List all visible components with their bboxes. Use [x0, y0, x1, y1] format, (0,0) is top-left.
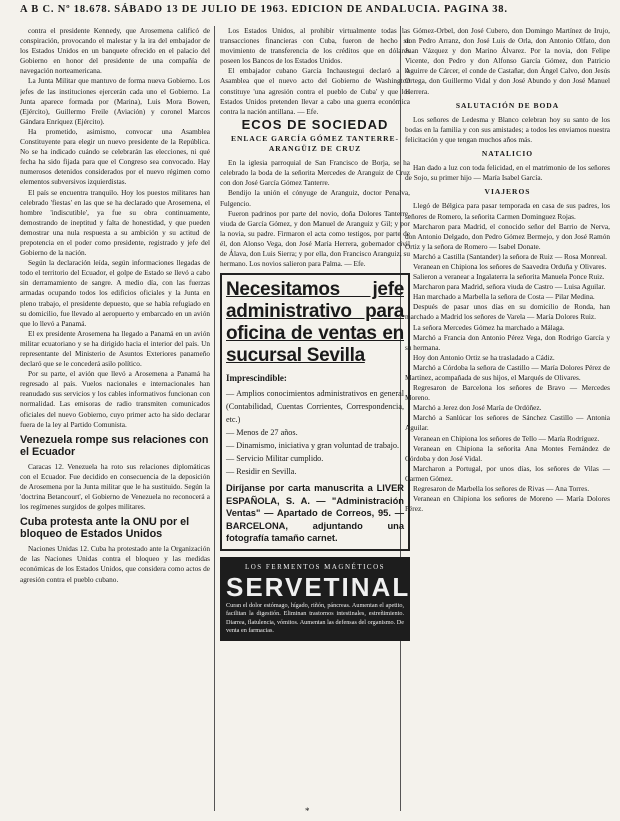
article-paragraph: Naciones Unidas 12. Cuba ha protestado ante la Organización de las Naciones Unidas contra el bloqueo y las medidas económicas de los Estados Unidos, que considera como actos de agresión contra el pueblo cubano.	[20, 544, 210, 584]
article-paragraph: Gómez-Orbel, don José Cubero, don Domingo Martínez de Irujo, don Pedro Arranz, don José Luis de Orla, don Antonio Olfato, don Juan Vázquez y don Marino Álvarez. Por la novia, don Felipe Vicente, don Pedro y don Alfonso García Gómez, don Patricio Aguirre de Cárcer, el conde de Castañar, don Ángel Calvo, don Jesús Ortega, don Guillermo Vidal y don José Abundo y don José Manuel Herrera.	[405, 26, 610, 96]
column-rule	[214, 26, 215, 811]
article-paragraph: La Junta Militar que mantuvo de forma nueva Gobierno. Los jefes de las instituciones ejercerán cada uno el Gobierno. La Junta aparece formada por (Marina), Luis Mora Bowen, (Ejército), Guillermo Freile (Aviación) y coronel Marcos Gándara Enríquez (Ejército).	[20, 76, 210, 126]
article-paragraph: En la iglesia parroquial de San Francisco de Borja, se ha celebrado la boda de la señorita Mercedes de Aranguiz de Cruz con don José García Gómez Tanterre.	[220, 158, 410, 188]
article-paragraph: El país se encuentra tranquilo. Hoy los puestos militares han celebrado 'fiestas' en las que se ha declarado que Arosemena, el hombre 'indiscutible', ya fue su obra continuamente, demostrando de ineptitud y falta de honestidad, y que pueden demostrar una nula respuesta a su ambición y su actitud de prepotencia en el poder como presidente, registrado y jefe del Gobierno de la nación.	[20, 187, 210, 258]
job-ad-item: — Menos de 27 años.	[226, 426, 404, 439]
article-paragraph: Los señores de Ledesma y Blanco celebran hoy su santo de los bodas en la familia y con sus amistades; a todos les enviamos nuestra felicitación y que tengan muchos años más.	[405, 114, 610, 144]
article-paragraph: Según la declaración leída, según informaciones llegadas de todo el territorio del Ecuador, el golpe de Estado se llevó a cabo sin derramamiento de sangre. A medio día, con las fuerzas armadas ocupando todos los edificios oficiales y la Junta en pleno trabajo, el presidente depuesto, que se había refugiado en su domicilio, fue llevado al aeropuerto y embarcado en un avión que lo llevó a Panamá.	[20, 258, 210, 328]
travel-note: Regresaron de Barcelona los señores de Bravo — Mercedes Moreno.	[405, 383, 610, 403]
ecos-subhead: ENLACE GARCÍA GÓMEZ TANTERRE-ARANGÜIZ DE CRUZ	[230, 133, 400, 154]
travel-note: Salieron a veranear a Ingalaterra la señorita Manuela Ponce Ruiz.	[413, 272, 605, 282]
ecos-de-sociedad-title: ECOS DE SOCIEDAD	[241, 116, 389, 132]
travel-note: Veranean en Chipiona los señores de Tello — María Rodríguez.	[413, 433, 600, 443]
travel-note: Hoy don Antonio Ortiz se ha trasladado a Cádiz.	[413, 352, 555, 362]
headline-cuba: Cuba protesta ante la ONU por el bloqueo de Estados Unidos	[20, 516, 190, 541]
travel-note: Veranean en Chipiona los señores de Moreno — María Dolores Pérez.	[405, 494, 610, 514]
servetinal-brand: SERVETINAL	[226, 571, 410, 602]
job-ad-requirements	[226, 387, 404, 478]
travel-note: Veranean en Chipiona la señorita Ana Montes Fernández de Córdoba y don José Vidal.	[405, 443, 610, 463]
article-paragraph: Los Estados Unidos, al prohibir virtualmente todas las transacciones financieras con Cuba, fueron de hecho su movimiento de transferencia de los créditos que en dólares poseen los Bancos de los Estados Unidos.	[220, 26, 410, 66]
article-paragraph: contra el presidente Kennedy, que Arosemena calificó de conspiración, provocando el malestar y la ira del embajador de los Estados Unidos en un banquete ofrecido en el palacio del Gobierno en honor del presidente de una compañía de navegación norteamericana.	[20, 26, 210, 76]
article-paragraph: Han dado a luz con toda felicidad, en el matrimonio de los señores de Sojo, su primer hijo — María Isabel García.	[405, 163, 610, 183]
headline-venezuela: Venezuela rompe sus relaciones con el Ecuador	[20, 433, 209, 458]
travel-note: Regresaron de Marbella los señores de Rivas — Ana Torres.	[413, 484, 590, 494]
article-paragraph: El embajador cubano García Inchaustegui declaró a la Asamblea que el nuevo acto del Gobierno de Washington constituye 'una agresión contra el pueblo de Cuba' y que los Estados Unidos pretenden llevar a cabo una guerra económica contra la nación antillana. — Efe.	[220, 66, 410, 116]
servetinal-body: Curan el dolor estómago, hígado, riñón, páncreas. Aumentan el apetito, facilitan la digestión. Eliminan trastornos intestinales, estreñimiento. Diarrea, flatulencia, vómitos. Aumentan las defensas del organismo. De venta en farmacias.	[226, 601, 404, 635]
column-1	[20, 26, 210, 816]
travel-note: Marchó a Castilla (Santander) la señora de Ruiz — Rosa Monreal.	[413, 251, 607, 261]
servetinal-tagline: LOS FERMENTOS MAGNÉTICOS	[244, 562, 386, 571]
travel-note: Llegó de Bélgica para pasar temporada en casa de sus padres, los señores de Romero, la señorita Carmen Dominguez Rojas.	[405, 201, 610, 221]
article-paragraph: El ex presidente Arosemena ha llegado a Panamá en un avión militar ecuatoriano y se ha dirigido hacia el interior del país. Un representante del Ministerio de Asuntos Exteriores panameño declaró que se le concederá asilo político.	[20, 328, 210, 369]
job-ad-contact: Diríjanse por carta manuscrita a LIVER ESPAÑOLA, S. A. — "Administración Ventas" — Apartado de Correos, 95. — BARCELONA, adjuntando una fotografía tamaño carnet.	[226, 483, 404, 544]
travel-note: Después de pasar unos días en su domicilio de Ronda, han marchado a Madrid los señores de Varela — María Dolores Ruiz.	[405, 302, 610, 322]
travel-note: Marcharon para Madrid, señora viuda de Castro — Luisa Aguilar.	[413, 282, 606, 292]
section-heading: VIAJEROS	[484, 187, 531, 197]
page-header: A B C. Nº 18.678. SÁBADO 13 DE JULIO DE 1963. EDICION DE ANDALUCIA. PAGINA 38.	[20, 4, 508, 15]
job-ad-item: — Amplios conocimientos administrativos en general (Contabilidad, Cuentas Corrientes, Correspondencia, etc.)	[226, 387, 404, 426]
job-ad-item: — Residir en Sevilla.	[226, 465, 404, 478]
job-ad-headline: Necesitamos jefe administrativo para oficina de ventas en sucursal Sevilla	[226, 279, 404, 367]
servetinal-advertisement	[220, 557, 410, 641]
travel-note: Marchó a Francia don Antonio Pérez Vega, don Rodrigo García y su hermana.	[405, 332, 610, 352]
column-2	[220, 26, 410, 816]
job-advertisement	[220, 273, 410, 551]
job-ad-item: — Servicio Militar cumplido.	[226, 452, 404, 465]
job-ad-label: Imprescindible:	[226, 373, 287, 384]
travel-note: Marcharon para Madrid, el conocido señor del Barrio de Nerva, don Antonio Delgado, don Pedro Gómez Bermejo, y don José Ramón Ortiz y la señora de Romero — Isabel Donate.	[405, 221, 610, 251]
article-paragraph: Bendijo la unión el cónyuge de Aranguiz, doctor Penalva, Fulgencio.	[220, 188, 410, 208]
article-paragraph: Fueron padrinos por parte del novio, doña Dolores Tanterre, viuda de García Gómez, y don Manuel de Aranguiz y Gil; y por la novia, su padre. Firmaron el acta como testigos, por parte de él, don Alonso Vega, don José María Herrera, gobernador civil de Álava, don Luis Sierra; y por ella, don Francisco Aranguiz, su hermano. Los novios salieron para Palma. — Efe.	[220, 208, 410, 269]
column-3	[405, 26, 610, 816]
job-ad-item: — Dinamismo, iniciativa y gran voluntad de trabajo.	[226, 439, 404, 452]
travel-note: Han marchado a Marbella la señora de Costa — Pilar Medina.	[413, 292, 595, 302]
section-heading: SALUTACIÓN DE BODA	[455, 100, 560, 110]
travel-note: Marchó a Jerez don José María de Ordóñez.	[413, 403, 542, 413]
article-paragraph: Por su parte, el avión que llevó a Arosemena a Panamá ha regresado al país. Vuelos nacionales e internacionales han reanudado sus servicios y los cables informativos funcionan con normalidad. Las emisoras de radio transmiten comunicados oficiales del nuevo Gobierno, cuyo primer acto ha sido declarar fuera de la ley al Partido Comunista.	[20, 369, 210, 429]
footer-mark: *	[305, 806, 310, 816]
travel-note: Veranean en Chipiona los señores de Saavedra Orduña y Olivares.	[413, 261, 607, 271]
travel-note: Marcharon a Portugal, por unos días, los señores de Vilas — Carmen Gómez.	[405, 463, 610, 483]
travel-note: Marchó a Córdoba la señora de Castillo — María Dolores Pérez de Martínez, acompañada de sus hijos, el Marqués de Olivares.	[405, 362, 610, 382]
section-heading: NATALICIO	[481, 149, 534, 159]
travel-note: Marchó a Sanlúcar los señores de Sánchez Castillo — Antonia Aguilar.	[405, 413, 610, 433]
article-paragraph: Caracas 12. Venezuela ha roto sus relaciones diplomáticas con el Ecuador. Fue decidido en consecuencia de la deposición de Arosemena por la Junta militar que le ha sustituido. Según la 'doctrina Betancourt', el Gobierno de Venezuela no reconocerá a los regímenes surgidos de golpes militares.	[20, 461, 210, 512]
travel-note: La señora Mercedes Gómez ha marchado a Málaga.	[413, 322, 565, 332]
article-paragraph: Ha prometido, asimismo, convocar una Asamblea Constituyente para elegir un nuevo presidente de la República. No se ha indicado cuándo se celebrarán las elecciones, ni qué fecha ha sido fijada para que el Congreso sea convocado. Hay numerosos detenidos considerados por el nuevo régimen como elementos subversivos izquierdistas.	[20, 126, 210, 187]
